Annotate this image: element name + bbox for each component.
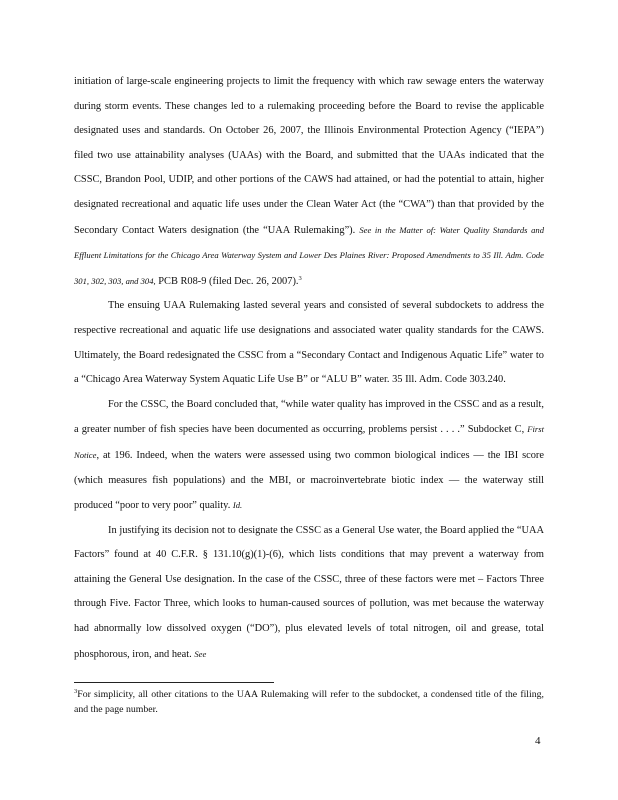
paragraph-text: PCB R08-9 (filed Dec. 26, 2007).: [155, 275, 299, 287]
citation-text: Id.: [232, 500, 243, 511]
footnote: [74, 688, 544, 717]
footnote-reference: 3: [298, 274, 302, 282]
paragraph: [74, 70, 544, 294]
page-number: 4: [535, 735, 541, 747]
citation-text: First Notice: [74, 424, 544, 460]
citation-text: See: [194, 648, 207, 659]
paragraph: [74, 294, 544, 392]
paragraph: [74, 393, 544, 519]
body-text: [74, 70, 544, 667]
paragraph-text: , at 196. Indeed, when the waters were assessed using two common biological indices — the IBI score (which measures fish populations) and the MBI, or macroinvertebrate biotic index — the waterway still produced “poor to very poor” quality.: [74, 449, 544, 512]
paragraph-text: initiation of large-scale engineering projects to limit the frequency with which raw sewage enters the waterway during storm events. These changes led to a rulemaking proceeding before the Board to revise the applicable designated uses and standards. On October 26, 2007, the Illinois Environmental Protection Agency (“IEPA”) filed two use attainability analyses (UAAs) with the Board, and submitted that the UAAs indicated that the CSSC, Brandon Pool, UDIP, and other portions of the CAWS had attained, or had the potential to attain, higher designated recreational and aquatic life uses under the Clean Water Act (the “CWA”) than that provided by the Secondary Contact Waters designation (the “UAA Rulemaking”).: [74, 76, 544, 236]
citation-text: See in the Matter of: Water Quality Standards and Effluent Limitations for the Chicago Area Waterway System and Lower Des Plaines River: Proposed Amendments to 35 Ill. Adm. Code 301, 302, 303, and 304,: [74, 224, 545, 286]
paragraph-text: In justifying its decision not to designate the CSSC as a General Use water, the Board applied the “UAA Factors” found at 40 C.F.R. § 131.10(g)(1)-(6), which lists conditions that may prevent a waterway from attaining the General Use designation. In the case of the CSSC, three of these factors were met – Factors Three through Five. Factor Three, which looks to human-caused sources of pollution, was met because the waterway had abnormally low dissolved oxygen (“DO”), plus elevated levels of total nitrogen, oil and grease, total phosphorous, iron, and heat.: [74, 524, 544, 660]
footnote-divider: [74, 682, 274, 683]
paragraph: [74, 519, 544, 668]
footnote-marker: 3: [74, 688, 78, 695]
paragraph-text: For the CSSC, the Board concluded that, “while water quality has improved in the CSSC and as a result, a greater number of fish species have been documented as occurring, problems persist . . . .” Subdocket C,: [74, 398, 544, 436]
footnote-text: For simplicity, all other citations to the UAA Rulemaking will refer to the subdocket, a condensed title of the filing, and the page number.: [74, 689, 544, 715]
paragraph-text: The ensuing UAA Rulemaking lasted several years and consisted of several subdockets to address the respective recreational and aquatic life use designations and associated water quality standards for the CAWS. Ultimately, the Board redesignated the CSSC from a “Secondary Contact and Indigenous Aquatic Life” water to a “Chicago Area Waterway System Aquatic Life Use B” or “ALU B” water. 35 Ill. Adm. Code 303.240.: [74, 300, 544, 386]
